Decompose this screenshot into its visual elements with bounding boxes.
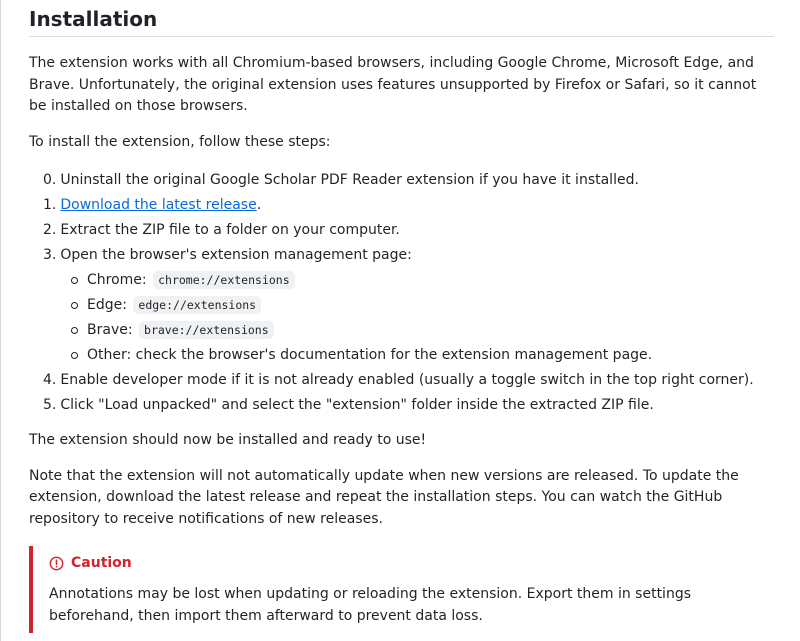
step-number: 1. bbox=[43, 197, 57, 213]
section-heading: Installation bbox=[29, 0, 774, 37]
page-left-border bbox=[0, 0, 1, 641]
step-number: 5. bbox=[43, 397, 57, 413]
hollow-bullet-icon bbox=[71, 327, 78, 334]
list-item bbox=[43, 368, 774, 393]
download-latest-release-link[interactable]: Download the latest release bbox=[60, 197, 257, 213]
caution-body: Annotations may be lost when updating or reloading the extension. Export them in settings beforehand, then import them afterward to prevent data loss. bbox=[49, 586, 691, 624]
browser-label: Edge: bbox=[87, 297, 127, 313]
browser-list bbox=[43, 268, 774, 368]
step-text: Uninstall the original Google Scholar PDF Reader extension if you have it installed. bbox=[60, 172, 639, 188]
intro-paragraph: The extension works with all Chromium-based browsers, including Google Chrome, Microsoft Edge, and Brave. Unfortunately, the original extension uses features unsupported by Firefox or Safari, so it cannot be installed on those browsers. bbox=[29, 55, 757, 114]
step-text: Extract the ZIP file to a folder on your computer. bbox=[60, 222, 400, 238]
step-number: 4. bbox=[43, 372, 57, 388]
done-paragraph: The extension should now be installed and ready to use! bbox=[29, 432, 427, 448]
list-item bbox=[43, 218, 774, 243]
hollow-bullet-icon bbox=[71, 277, 78, 284]
browser-label: Other: check the browser's documentation for the extension management page. bbox=[87, 347, 653, 363]
browser-label: Chrome: bbox=[87, 272, 147, 288]
list-item bbox=[43, 168, 774, 193]
step-number: 2. bbox=[43, 222, 57, 238]
install-steps-list bbox=[29, 168, 774, 418]
browser-item-brave bbox=[71, 318, 774, 343]
caution-callout bbox=[29, 546, 774, 633]
step-text: Open the browser's extension management page: bbox=[60, 247, 412, 263]
step-number: 3. bbox=[43, 247, 57, 263]
list-item bbox=[43, 393, 774, 418]
hollow-bullet-icon bbox=[71, 352, 78, 359]
step-number: 0. bbox=[43, 172, 57, 188]
browser-item-other bbox=[71, 343, 774, 368]
browser-url-code: edge://extensions bbox=[133, 296, 261, 314]
caution-title bbox=[49, 552, 774, 574]
browser-item-chrome bbox=[71, 268, 774, 293]
readme-section bbox=[29, 0, 774, 633]
alert-circle-icon bbox=[49, 556, 64, 571]
update-note-paragraph: Note that the extension will not automatically update when new versions are released. To update the extension, download the latest release and repeat the installation steps. You can watch the GitHub repository to receive notifications of new releases. bbox=[29, 467, 739, 527]
list-item bbox=[43, 243, 774, 368]
caution-title-text: Caution bbox=[71, 555, 132, 571]
steps-intro-paragraph: To install the extension, follow these steps: bbox=[29, 133, 331, 150]
list-item bbox=[43, 193, 774, 218]
hollow-bullet-icon bbox=[71, 302, 78, 309]
browser-url-code: brave://extensions bbox=[139, 321, 274, 339]
browser-url-code: chrome://extensions bbox=[153, 271, 295, 289]
step-text: Enable developer mode if it is not already enabled (usually a toggle switch in the top right corner). bbox=[60, 372, 754, 388]
browser-item-edge bbox=[71, 293, 774, 318]
step-text-suffix: . bbox=[256, 197, 262, 213]
step-text: Click "Load unpacked" and select the "extension" folder inside the extracted ZIP file. bbox=[60, 397, 654, 413]
browser-label: Brave: bbox=[87, 322, 133, 338]
